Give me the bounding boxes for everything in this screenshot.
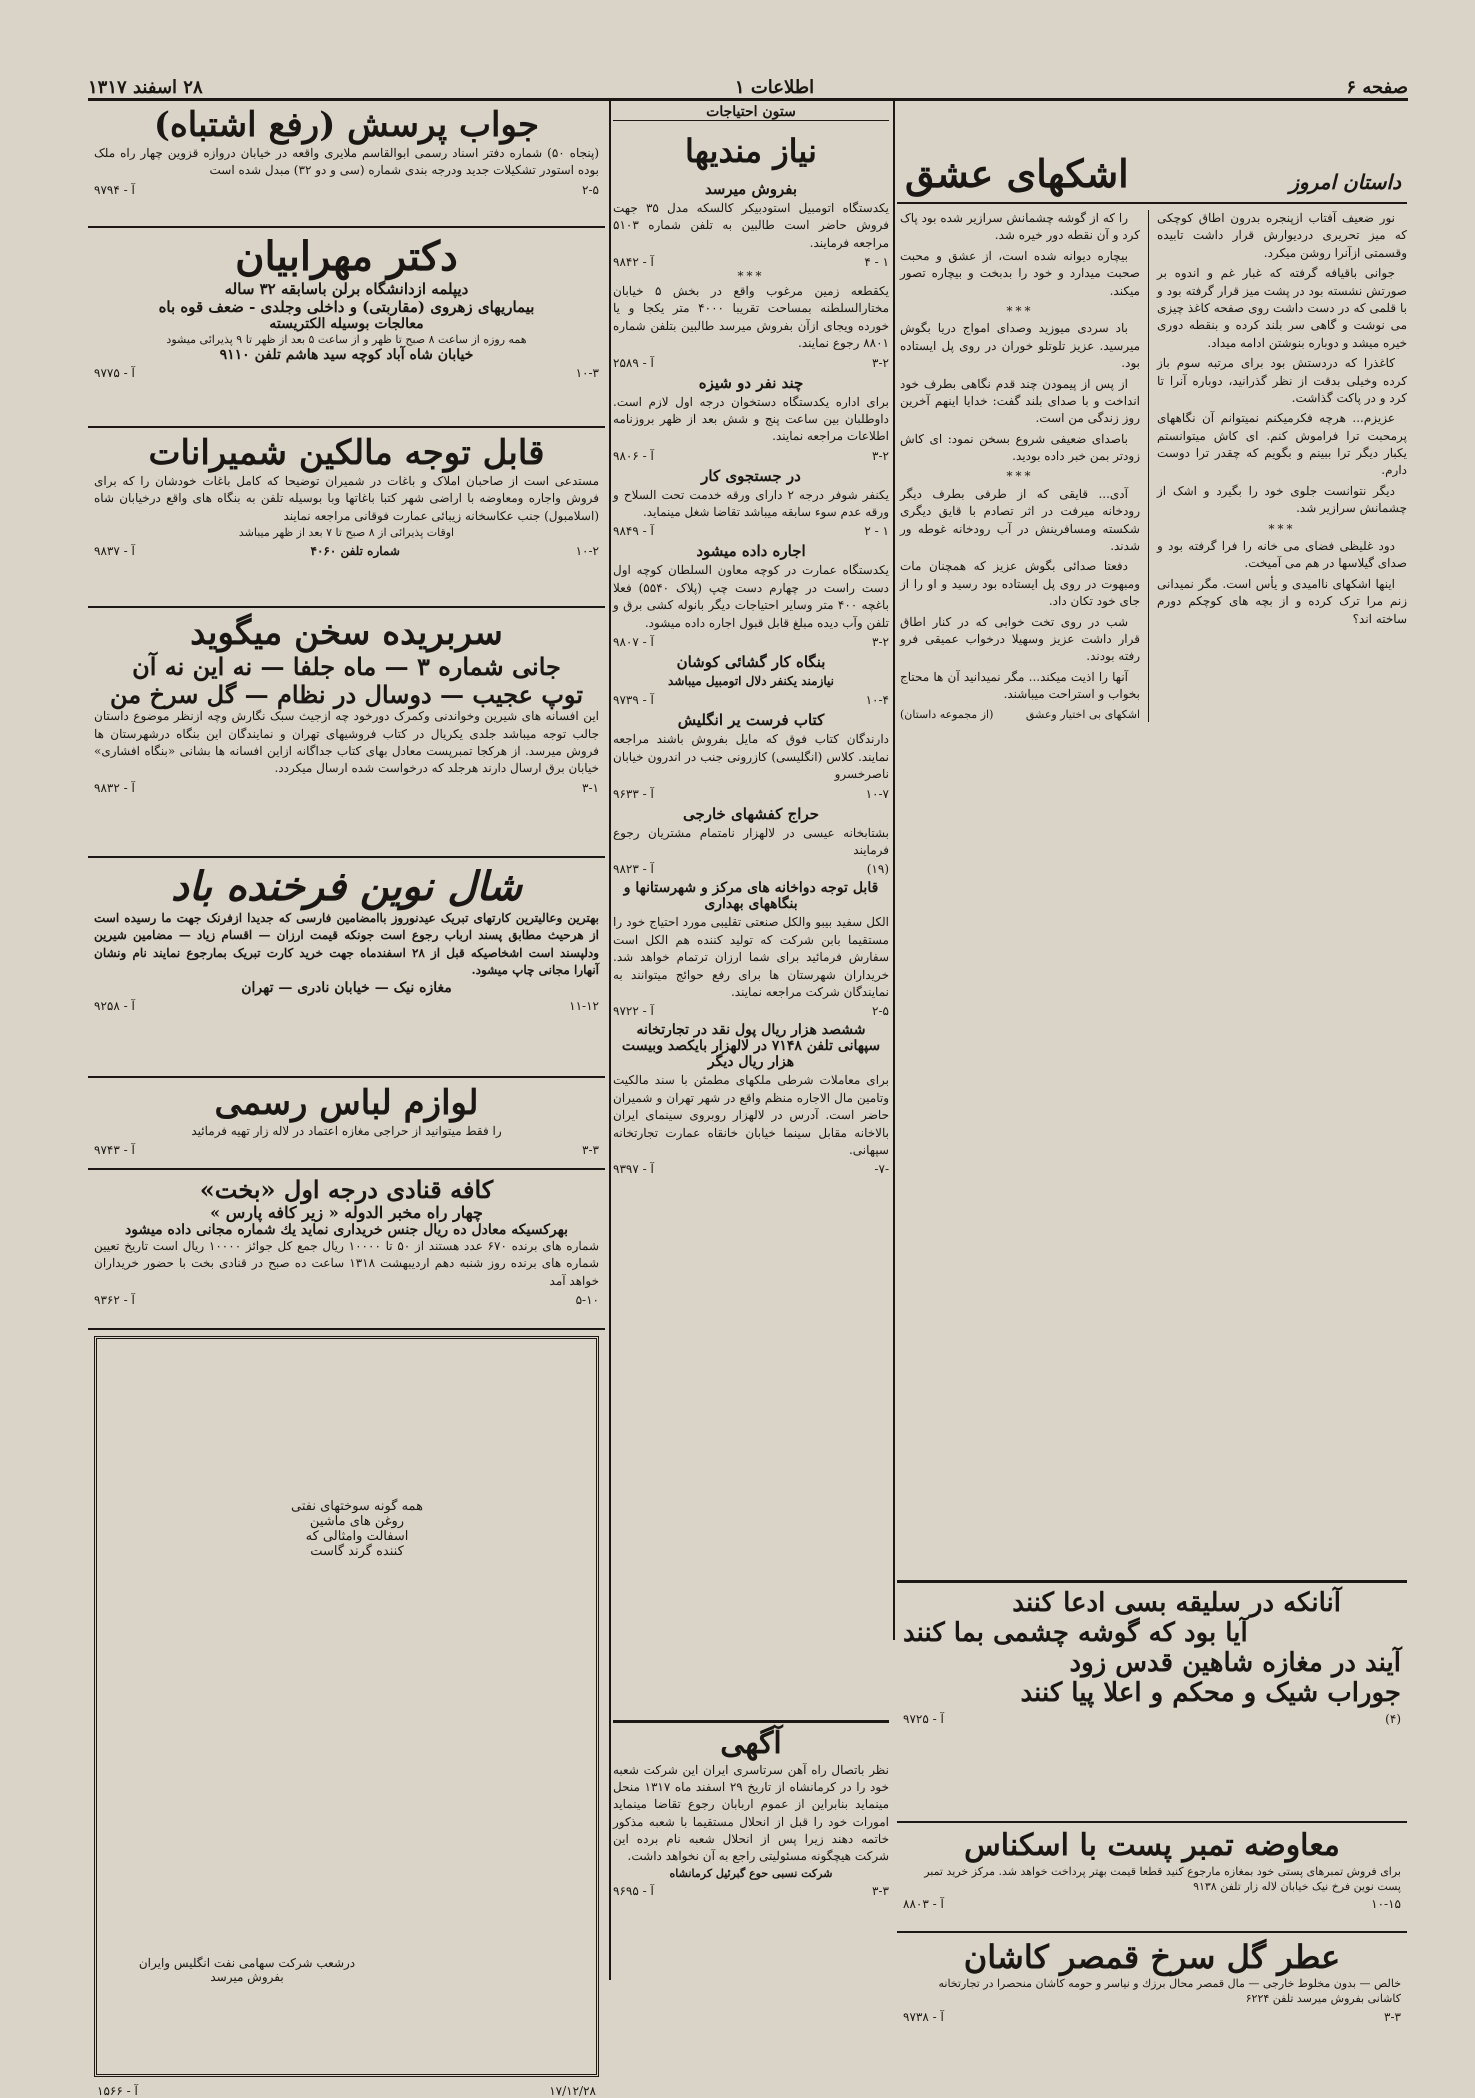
ad-title: جواب پرسش (رفع اشتباه) xyxy=(153,105,540,145)
section-heading: اجاره داده میشود xyxy=(696,542,806,561)
notice-signer: شرکت نسبی حوع گبرئیل کرمانشاه xyxy=(669,1866,833,1880)
story-paragraph: جوانی باقیافه گرفته که غبار غم و اندوه بر صورتش نشسته بود در پشت میز قرار گرفته بود و با قلمی که در دست داشت روی صفحه کاغذ چیزی می نوشت و گاهی سر بلند کرده و بنقطه دوری خیره میشد و دوباره بنوشتن ادامه میداد. xyxy=(1157,266,1407,350)
needs-column-label: ستون احتیاجات xyxy=(613,104,889,121)
ad-title: عطر گل سرخ قمصر کاشان xyxy=(963,1938,1341,1976)
ad-title: قابل توجه مالکین شمیرانات xyxy=(148,433,545,473)
ad-code: آ - ۹۲۵۸ xyxy=(94,998,135,1013)
ad-code: آ - ۹۸۰۷ xyxy=(613,635,654,650)
story-col-1 xyxy=(1157,210,1407,722)
ad-code: آ - ۹۳۹۷ xyxy=(613,1162,654,1177)
ad-code: آ - ۹۷۴۳ xyxy=(94,1143,135,1158)
ad-text: این افسانه های شیرین وخواندنی وکمرک دورخود چه ازجیث سبک نگارش وچه ازنظر موضوع داستان جالب توجه میباشد جلدی یکریال در کتاب فروشیهای تهران و نمایندگان این بنگاه درشهرستان ها فروش میرسد. از هرکجا تمبرپست معادل بهای کتاب جداگانه ازاین افسانه ها بشانی «بنگاه افشاری» خیابان برق ارسال دارند هرجلد که درخواست شده ارسال میکردد. xyxy=(94,709,599,776)
ad-text: خالص — بدون مخلوط خارجی — مال قمصر محال برزك و نیاسر و حومه کاشان منحصرا در تجارتخانه کاشانی بفروش میرسد تلفن ۶۲۲۴ xyxy=(938,1976,1401,2006)
ad-code: آ - ۹۳۶۲ xyxy=(94,1293,135,1308)
separator: *** xyxy=(737,268,765,283)
ad-title: سربریده سخن میگوید xyxy=(190,613,503,653)
stockings-ad xyxy=(897,1583,1407,1823)
story-paragraph: عزیزم... هرچه فکرمیکنم نمیتوانم آن نگاههای پرمحبت ترا فراموش کنم. ای کاش میتوانستم یکبار دیگر ترا ببینم و بگویم که چقدر ترا دوست دارم. xyxy=(1157,411,1407,478)
ad-line: جانی شماره ۳ — ماه جلفا — نه این نه آن xyxy=(132,652,561,682)
ad-code: آ - ۲۵۸۹ xyxy=(613,355,654,370)
ad-code: آ - ۹۶۳۳ xyxy=(613,786,654,801)
section-heading: بنگاه کار گشائی کوشان xyxy=(676,653,826,672)
ad-code: آ - ۹۷۳۹ xyxy=(613,693,654,708)
story-paragraph: شب در روی تخت خوابی که در کنار اطاق قرار داشت عزیز وسهیلا درخواب عمیقی فرو رفته بودند. xyxy=(900,614,1140,664)
story-paragraph: آنها را اذیت میکند... مگر نمیدانید آن ها محتاج بخواب و استراحت میباشند. xyxy=(900,669,1140,702)
ad-ref: ۳-۲ xyxy=(872,635,889,650)
ad-line: اوقات پذیرائی از ۸ صبح تا ۷ بعد از ظهر میباشد xyxy=(238,526,455,540)
ad-seller: درشعب شرکت سهامی نفت انگلیس وایران بفروش میرسد xyxy=(138,1956,356,1984)
story-end-line: اشکهای بی اختیار وعشق xyxy=(1025,707,1140,721)
ad-line: کننده گرند گاست xyxy=(310,1544,404,1559)
ad-code: آ - ۱۵۶۶ xyxy=(97,2084,138,2098)
ad-ref: ۱۰-۴ xyxy=(865,693,889,708)
story-col-2 xyxy=(900,210,1140,722)
ad-ref: ۲-۵ xyxy=(582,182,599,197)
ad-ref: ۳-۳ xyxy=(1384,2009,1401,2024)
paper-name: اطلاعات ۱ xyxy=(734,77,815,98)
section-heading: بفروش میرسد xyxy=(704,179,798,198)
ad-ref: ۳-۱ xyxy=(582,780,599,795)
ad-ref: ۱۷/۱۲/۲۸ xyxy=(549,2084,596,2098)
notice-title: آگهی xyxy=(720,1726,782,1761)
ad-title: معاوضه تمبر پست با اسکناس xyxy=(964,1828,1340,1863)
classified-item: برای اداره یکدستگاه دستخوان درجه اول لازم است. داوطلبان بین ساعت پنج و شش بعد از ظهر بروزنامه اطلاعات مراجعه نمایند. xyxy=(613,394,889,444)
column-rule xyxy=(893,100,895,1640)
story-paragraph: دفعتا صدائی بگوش عزیز که همچنان مات ومبهوت در روی پل ایستاده بود رسید و او را از جای خود تکان داد. xyxy=(900,559,1140,609)
ad-ref: -۷- xyxy=(874,1162,889,1177)
ad-line: مغازه نیک — خیابان نادری — تهران xyxy=(241,979,452,996)
ad-code: آ - ۹۸۴۲ xyxy=(613,254,654,269)
section-heading: چند نفر دو شیزه xyxy=(698,373,804,392)
story-section-label: داستان امروز xyxy=(1289,170,1401,194)
ad-code: آ - ۹۸۰۶ xyxy=(613,448,654,463)
column-rule xyxy=(609,100,611,1980)
story-paragraph: باصدای ضعیفی شروع بسخن نمود: ای کاش زودتر بمن خبر داده بودید. xyxy=(900,431,1140,464)
ad-code: آ - ۸۸۰۳ xyxy=(903,1897,944,1912)
story-source: (از مجموعه داستان) xyxy=(900,707,994,721)
ad-ref: ۳-۳ xyxy=(582,1143,599,1158)
shemiran-owners-ad xyxy=(88,428,605,608)
separator: *** xyxy=(1006,469,1034,484)
classified-item: یکدستگاه عمارت در کوچه معاون السلطان کوچه اول دست راست در چهارم دست چپ (پلاک ۵۵۴۰) فعلا باغچه ۴۰۰ متر وسایر احتیاجات دیگر بانوله کشی برق و تلفن وآب دیده مبلغ قابل قبول اجاره داده میشود. xyxy=(613,563,890,630)
story-column xyxy=(897,100,1407,1640)
page-number: صفحه ۶ xyxy=(1346,77,1408,98)
needs-title: نیاز مندیها xyxy=(685,132,817,170)
ad-line: چهار راه مخبر الدوله « زیر کافه پارس » xyxy=(210,1202,483,1222)
story-paragraph: را که از گوشه چشمانش سرازیر شده بود پاک کرد و آن نقطه دور خیره شد. xyxy=(900,211,1140,243)
ad-title: لوازم لباس رسمی xyxy=(214,1083,479,1123)
ad-ref: ۲-۵ xyxy=(872,1004,889,1019)
ad-ref: ۳-۲ xyxy=(872,448,889,463)
ad-line: آنانکه در سلیقه بسی ادعا کنند xyxy=(1012,1588,1341,1618)
ad-ref: ۱ - ۲ xyxy=(864,524,889,539)
story-paragraph: بیچاره دیوانه شده است، از عشق و محبت صحبت میدارد و خود را بدبخت و بیچاره تصور میکند. xyxy=(900,248,1140,298)
ad-line: بهرکسیکه معادل ده ریال جنس خریداری نماید یك شماره مجانی داده میشود xyxy=(125,1221,568,1238)
ad-line: خیابان شاه آباد کوچه سید هاشم تلفن ۹۱۱۰ xyxy=(219,347,474,364)
classified-item: نیازمند یکنفر دلال اتومبیل میباشد xyxy=(668,674,834,689)
classified-item: یکدستگاه اتومبیل استودبیکر کالسکه مدل ۳۵ جهت فروش حاضر است طالبین به تلفن شماره ۵۱۰۳ مراجعه فرمایند. xyxy=(613,200,889,250)
story-paragraph: دیگر نتوانست جلوی خود را بگیرد و اشک از چشمانش سرازیر شد. xyxy=(1157,483,1407,516)
classified-item: یکنفر شوفر درجه ۲ دارای ورقه خدمت تحت السلاح و ورقه عدم سوء سابقه میباشد تقاضا شغل مینماید. xyxy=(613,487,890,520)
company-text: برای معاملات شرطی ملکهای مطمئن با سند مالکیت وتامین مال الاجاره منظم واقع در شهر تهران و شمیران حاضر است. آدرس در لالهزار روبروی سینمای ایران بالاخانه مقابل سینما خیابان خانقاه عمارت تجارتخانه سپهانی. xyxy=(613,1073,889,1157)
ad-ref: ۳-۳ xyxy=(872,1884,889,1899)
inner-rule xyxy=(1148,210,1149,722)
formal-clothes-ad xyxy=(88,1078,605,1170)
ad-line: معالجات بوسیله الکتریسته xyxy=(269,316,424,332)
ad-line: دیپلمه ازدانشگاه برلن باسابقه ۳۲ ساله xyxy=(224,280,469,298)
ad-ref: (۱۹) xyxy=(866,862,889,877)
ad-text: (پنجاه ۵۰) شماره دفتر اسناد رسمی ابوالقاسم ملایری واقعه در خیابان دروازه قزوین چهار راه ملک بوده استودر تشکیلات جدید ودرجه بندی شماره (سی و دو ۳۲) مبدل شده است xyxy=(94,146,599,178)
ad-title: کافه قنادی درجه اول «بخت» xyxy=(199,1175,494,1204)
story-paragraph: آدی... قایقی که از طرفی بطرف دیگر رودخانه میرفت در اثر تصادم با قایق دیگری شکسته ومسافرینش در آب رودخانه غوطه ور شدند. xyxy=(900,486,1140,554)
ad-code: آ - ۹۸۳۲ xyxy=(94,780,135,795)
ad-ref: (۴) xyxy=(1385,1711,1401,1726)
section-heading: حراج کفشهای خارجی xyxy=(682,804,820,823)
notice-text: نظر باتصال راه آهن سرتاسری ایران این شرکت شعبه خود را در کرمانشاه از تاریخ ۲۹ اسفند ماه ۱۳۱۷ منحل مینماید بنابراین از عموم اربابان رجوع تقاضا مینماید امورات خود را قبل از انحلال مستقیما با شعبه مذکور خاتمه دهند زیرا پس از انحلال شعبه نام برده این شرکت هیچگونه مسئولیتی راجع به آن نخواهد داشت. xyxy=(613,1762,889,1864)
ad-line: همه گونه سوختهای نفتی xyxy=(291,1499,423,1514)
story-paragraph: اینها اشکهای ناامیدی و یأس است. مگر نمیدانی زنم مرا ترک کرده و از بچه های کوچکم دورم ساخته اند؟ xyxy=(1157,576,1407,626)
company-title: ششصد هزار ریال پول نقد در تجارتخانه سپهانی تلفن ۷۱۴۸ در لالهزار بایکصد وبیست هزار ریال دیگر xyxy=(621,1022,881,1071)
story-paragraph: دود غلیظی فضای می خانه را فرا گرفته بود و صدای گیلاسها در هم می آمیخت. xyxy=(1157,539,1407,571)
ad-text: را فقط میتوانید از حراجی مغازه اعتماد در لاله زار تهیه فرمائید xyxy=(191,1124,502,1139)
ad-code: آ - ۹۷۹۴ xyxy=(94,182,135,197)
story-paragraph: کاغذرا که دردستش بود برای مرتبه سوم باز کرده وخیلی بدقت از نظر گذرانید، دوباره آنرا تا کرد و در پاکت گذاشت. xyxy=(1157,356,1407,405)
ad-text: مستدعی است از صاحبان املاک و باغات در شمیران توضیحا که کامل باغات خودشان را که برای فروش واجاره ومعاوضه با اراضی شهر کتبا باغاتها وبا بوسیله تلفن به بنگاه های واقع درخیابان شاه (اسلامبول) جنب عکاسخانه زیبائی عمارت فوقانی مراجعه نمایند xyxy=(94,474,599,523)
ad-code: آ - ۹۸۴۹ xyxy=(613,524,654,539)
section-heading: در جستجوی کار xyxy=(701,466,801,485)
ad-ref: ۵-۱۰ xyxy=(575,1293,599,1308)
books-ad xyxy=(88,608,605,858)
ad-line: آیند در مغازه شاهین قدس زود xyxy=(1069,1647,1401,1678)
ad-line: بیماریهای زهروی (مقاربتی) و داخلی وجلدی - ضعف قوه باه xyxy=(158,298,535,316)
ad-line: توپ عجیب — دوسال در نظام — گل سرخ من xyxy=(109,679,583,709)
ad-ref: ۱۰-۷ xyxy=(865,786,889,801)
ad-code: آ - ۹۷۷۵ xyxy=(94,366,135,381)
ad-line: جوراب شیک و محکم و اعلا پیا کنند xyxy=(1020,1677,1401,1708)
ad-ref: ۱۱-۱۲ xyxy=(569,998,599,1013)
oil-company-ad xyxy=(94,1336,599,2098)
ad-code: آ - ۹۸۳۷ xyxy=(94,543,135,558)
ad-ref: ۱۰-۲ xyxy=(575,543,599,558)
pharmacy-title: قابل توجه دواخانه های مرکز و شهرستانها و بنگاههای بهداری xyxy=(623,880,879,913)
ad-ref: ۱۰-۱۵ xyxy=(1371,1897,1401,1912)
ad-code: آ - ۹۸۲۳ xyxy=(613,862,654,877)
correction-ad xyxy=(88,100,605,228)
ad-code: آ - ۹۷۲۲ xyxy=(613,1004,654,1019)
pharmacy-text: الکل سفید بیبو والکل صنعتی تقلیبی مورد احتیاج خود را مستقیما بابن شرکت که تولید کننده هم الکل است سفارش فرمائید برای شما ارزان ترتمام خواهد شد. خریداران شهرستان ها برای رفع حوائج میتوانند به نمایندگان شرکت مراجعه نمایند. xyxy=(613,915,889,999)
ad-text: برای فروش تمبرهای پستی خود بمغازه مارجوع کنید قطعا قیمت بهتر پرداخت خواهد شد. مرکز خرید تمبر پست نوین فرخ نیک خیابان لاله زار تلفن ۹۱۳۸ xyxy=(924,1864,1401,1893)
ads-column xyxy=(88,100,605,2098)
classified-item: دارندگان کتاب فوق که مایل بفروش باشند مراجعه نمایند. کلاس (انگلیسی) کازرونی جنب در اندرون خیابان ناصرخسرو xyxy=(613,732,889,782)
separator: *** xyxy=(1268,521,1296,536)
ad-code: آ - ۹۶۹۵ xyxy=(613,1884,654,1899)
separator: *** xyxy=(1006,303,1034,318)
ad-line: روغن های ماشین xyxy=(309,1514,405,1529)
ad-title: دکتر مهرابیان xyxy=(235,233,458,280)
oil-ad-lines xyxy=(217,1499,497,1559)
ad-code: آ - ۹۷۳۸ xyxy=(903,2009,944,2024)
ad-phone: شماره تلفن ۴۰۶۰ xyxy=(310,543,400,558)
cafe-ad xyxy=(88,1170,605,1330)
ad-line: اسفالت وامثالی که xyxy=(305,1529,409,1544)
bottom-ads xyxy=(897,1580,1407,2043)
ad-line: همه روزه از ساعت ۸ صبح تا ظهر و از ساعت ۵ بعد از ظهر تا ۹ پذیرائی میشود xyxy=(166,333,527,346)
ad-title: شال نوین فرخنده باد xyxy=(171,863,522,910)
notice-box xyxy=(613,1720,889,1898)
story-paragraph: از پس از پیمودن چند قدم نگاهی بطرف خود انداخت و با صدای بلند گفت: خدایا اینهم آخرین روز زندگی من است. xyxy=(900,376,1140,426)
issue-date: ۲۸ اسفند ۱۳۱۷ xyxy=(88,77,203,98)
classified-item: بشتابخانه عیسی در لالهزار نامتمام مشتریان رجوع فرمایند xyxy=(613,825,889,857)
classifieds-column xyxy=(613,100,889,1176)
masthead xyxy=(88,72,1408,101)
ad-ref: ۳-۲ xyxy=(872,355,889,370)
ad-text: بهترین وعالیترین کارتهای تبریک عیدنوروز باامضامین فارسی که جدیدا ازفرنک جهت ما رسیده است از هرحیث مطابق پسند ارباب رجوع است جونکه قیمت ارزان — اقسام زیاد — مضامین شیرین ودلپسند است اشخاصیکه قبل از ۲۸ اسفندماه جهت خرید کارت تبریک بمارجوع نمایند نام ونشان آنهارا مجانی چاپ میشود. xyxy=(94,911,599,978)
classified-item: یکقطعه زمین مرغوب واقع در بخش ۵ خیابان مختارالسلطنه بمساحت تقریبا ۴۰۰۰ متر یکجا و یا خورده ویجای ازآن بفروش میرسد طالبین بتلفن شماره ۸۸۰۱ رجوع نمایند. xyxy=(613,283,890,351)
nowruz-cards-ad xyxy=(88,858,605,1078)
ad-code: آ - ۹۷۲۵ xyxy=(903,1711,944,1726)
stamp-exchange-ad xyxy=(897,1823,1407,1933)
section-heading: کتاب فرست یر انگلیش xyxy=(677,711,825,730)
ad-text: شماره های برنده ۶۷۰ عدد هستند از ۵۰ تا ۱۰۰۰۰ ریال جمع کل جوائز ۱۰۰۰۰ ریال است تاریخ تعیین شماره های برنده روز شنبه دهم اردیبهشت ۱۳۱۸ ساعت ده صبح در قنادی بخت با حضور خریداران خواهد آمد xyxy=(94,1239,600,1288)
story-paragraph: نور ضعیف آفتاب ازپنجره بدرون اطاق کوچکی که میز تحریری دردیوارش قرار داشت تابیده وقسمتی ازآنرا روشن میکرد. xyxy=(1157,211,1407,260)
story-title: اشکهای عشق xyxy=(905,151,1129,196)
ad-ref: ۱۰-۳ xyxy=(575,366,599,381)
ad-line: آیا بود که گوشه چشمی بما کنند xyxy=(903,1617,1248,1648)
ad-ref: ۱ - ۴ xyxy=(864,254,889,269)
story-paragraph: باد سردی میوزید وصدای امواج دریا بگوش میرسید. عزیز تلوتلو خوران در روی پل ایستاده بود. xyxy=(900,321,1140,371)
rose-perfume-ad xyxy=(897,1933,1407,2043)
doctor-ad xyxy=(88,228,605,428)
